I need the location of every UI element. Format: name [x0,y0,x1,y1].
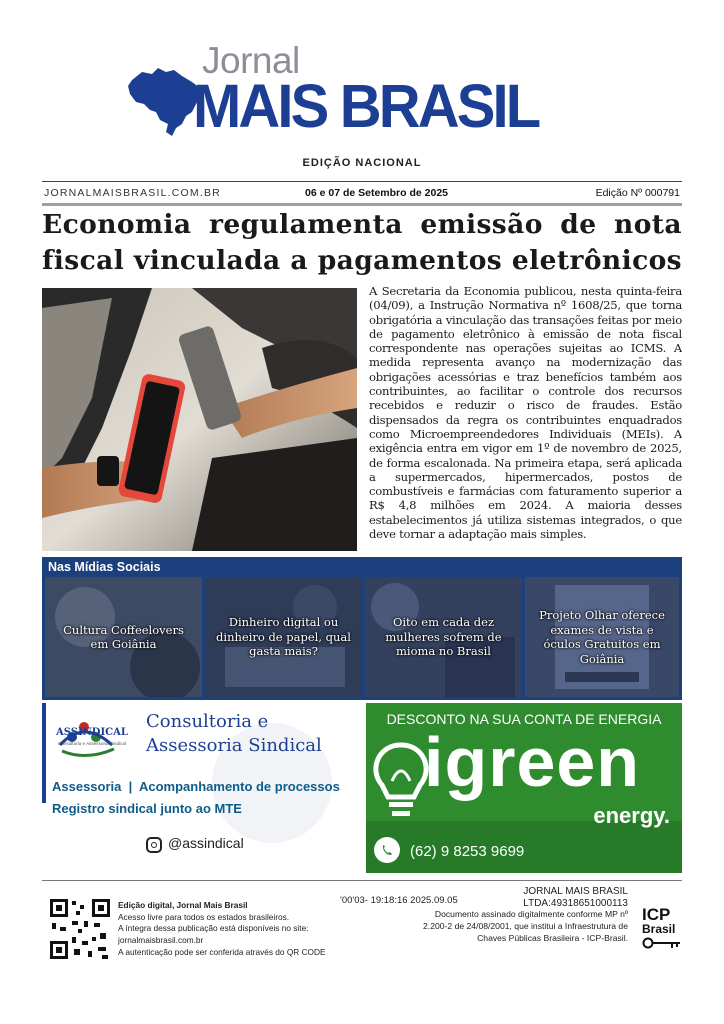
assindical-logo-text: ASSINDICAL [56,727,128,738]
issue-date: 06 e 07 de Setembro de 2025 [305,187,448,199]
social-card-dinheiro[interactable] [205,577,362,697]
masthead-jornal: Jornal [202,40,300,81]
footer [42,880,682,980]
social-card-olhar[interactable] [525,577,679,697]
instagram-icon [146,837,162,853]
social-card-text: Dinheiro digital ou dinheiro de papel, qual gasta mais? [216,615,351,659]
social-card-text: Oito em cada dez mulheres sofrem de mioma no Brasil [385,615,502,659]
headline: Economia regulamenta emissão de nota fiscal vinculada a pagamentos eletrônicos [42,209,682,276]
key-icon [642,937,682,949]
signature-line: LTDA:49318651000113 [523,897,628,909]
masthead-edition: EDIÇÃO NACIONAL [302,157,422,169]
signature-line: JORNAL MAIS BRASIL [523,886,628,897]
footer-info [118,900,326,959]
assindical-services-2: Registro sindical junto ao MTE [52,801,242,816]
whatsapp-icon [374,837,400,863]
igreen-banner: DESCONTO NA SUA CONTA DE ENERGIA [386,711,662,727]
assindical-logo [52,709,144,771]
signature-timestamp: '00'03- 19:18:16 2025.09.05 [340,895,458,906]
edition-number: Edição Nº 000791 [595,187,680,199]
signature-line: Chaves Públicas Brasileira - ICP-Brasil. [477,932,628,943]
assindical-logo-sub: Consultoria e Assessoria Sindical [58,741,126,746]
lightbulb-icon [372,741,430,823]
masthead [0,0,724,180]
footer-info-line: A autenticação pode ser conferida através do QR CODE [118,946,326,957]
igreen-brand: igreen [424,723,641,801]
igreen-brand-sub: energy. [593,803,670,828]
assindical-title-2: Assessoria Sindical [146,735,322,756]
qr-code-icon[interactable] [48,897,112,961]
footer-site-link[interactable]: jornalmaisbrasil.com.br [118,935,204,946]
footer-info-line: Edição digital, Jornal Mais Brasil [118,900,248,910]
icp-logo-line: ICP [642,905,671,924]
ad-assindical[interactable] [42,703,358,873]
social-media-section [42,557,682,700]
article-body: A Secretaria da Economia publicou, nesta quinta-feira (04/09), a Instrução Normativa nº 1608/25, que torna obrigatória a vinculação das transações feitas por meio de pagamento eletrônico à emissão de nota fiscal correspondente nas operações sujeitas ao ICMS. A medida representa avanço na modernização das obrigações acessórias e traz benefícios também aos contribuintes, ao facilitar o controle dos recursos recebidos e reduzir o risco de fraudes. Estão dispensados da regra os contribuintes enquadrados como Microempreendedores Individuais (MEIs). A exigência entra em vigor em 1º de novembro de 2025, de forma escalonada. Na primeira etapa, será aplicada a supermercados, hipermercados, postos de combustíveis e farmácias com faturamento superior a R$ 4,8 milhões em 2024. A maioria desses estabelecimentos já utiliza sistemas integrados, o que deve tornar a adaptação mais simples. [369,284,682,542]
assindical-instagram[interactable]: @assindical [168,835,244,851]
social-card-coffee[interactable] [45,577,202,697]
igreen-phone[interactable]: (62) 9 8253 9699 [410,843,525,860]
masthead-title: MAIS BRASIL [193,72,539,140]
signature-info [348,886,628,945]
ad-igreen-energy[interactable] [366,703,682,873]
assindical-title-1: Consultoria e [146,711,269,732]
signature-line: 2.200-2 de 24/08/2001, que institui a Infraestrutura de [423,921,628,932]
social-card-text: Projeto Olhar oferece exames de vista e óculos Gratuitos em Goiânia [539,608,665,666]
social-card-mioma[interactable] [365,577,522,697]
social-section-title: Nas Mídias Sociais [48,560,161,574]
footer-info-line: A íntegra dessa publicação está disponíveis no site: [118,923,309,934]
assindical-services-1: Assessoria | Acompanhamento de processos [52,779,340,794]
site-url[interactable]: JORNALMAISBRASIL.COM.BR [44,187,221,199]
signature-line: Documento assinado digitalmente conforme MP nº [434,909,628,920]
footer-info-line: Acesso livre para todos os estados brasileiros. [118,911,290,922]
icp-brasil-logo [642,907,682,954]
info-bar [42,181,682,206]
icp-logo-line: Brasil [642,922,676,936]
social-card-text: Cultura Coffeelovers em Goiânia [63,622,184,651]
article-photo [42,288,357,551]
